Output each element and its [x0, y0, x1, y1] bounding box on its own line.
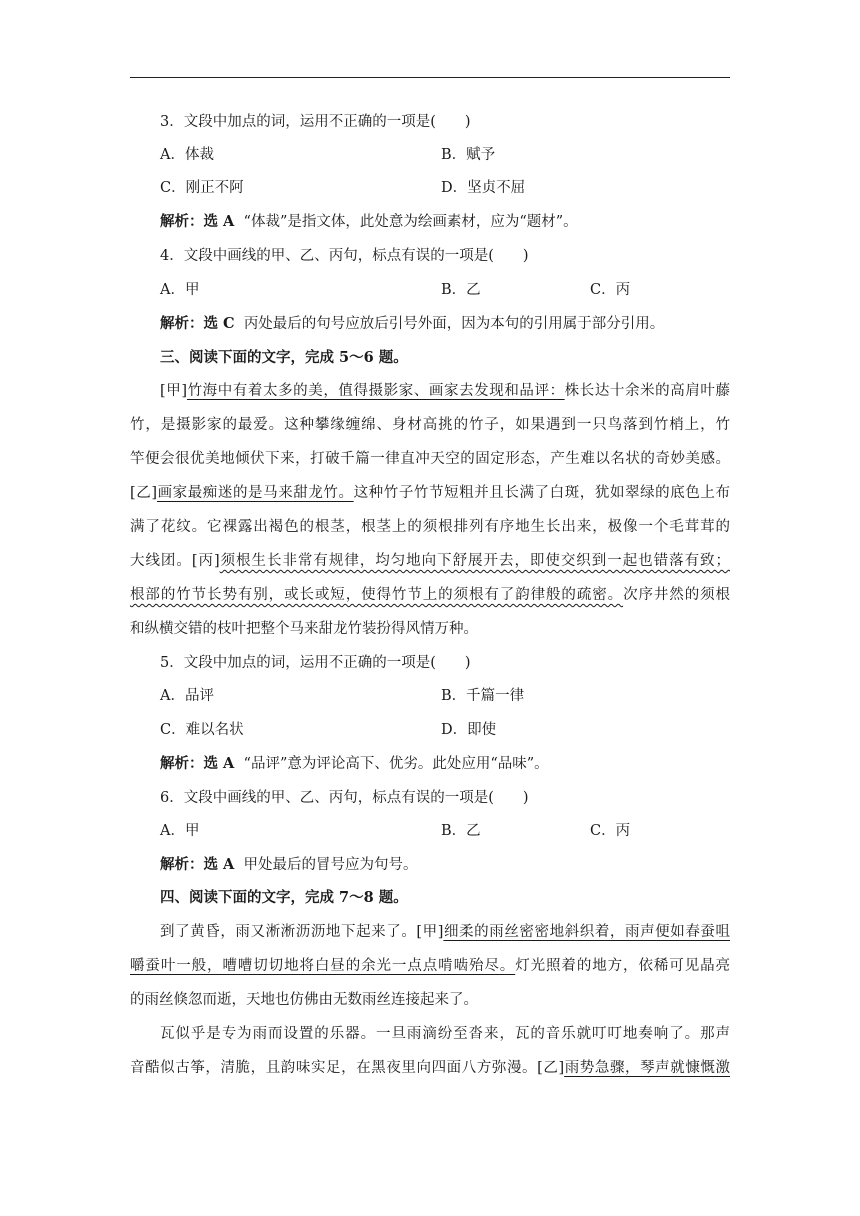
underlined-sentence-bing: 须根生长非常有规律，均匀地向下舒展开去，即使交织到一起也错落有致； [219, 553, 730, 569]
passage-2-line-3: 的雨丝倏忽而逝，天地也仿佛由无数雨丝连接起来了。 [130, 992, 478, 1008]
q6-option-b: B．乙 [441, 823, 481, 839]
answer-label: 解析：选 A [160, 856, 235, 873]
answer-text: “体裁”是指文体，此处意为绘画素材，应为“题材”。 [243, 214, 578, 230]
passage-1-line-7 [130, 585, 730, 605]
q6-option-c: C．丙 [590, 823, 631, 839]
underlined-sentence-jia: 竹海中有着太多的美，值得摄影家、画家去发现和品评： [186, 383, 565, 399]
passage-2-line-2 [130, 956, 730, 976]
passage-1-line-5: 满了花纹。它裸露出褐色的根茎，根茎上的须根排列有序地生长出来，极像一个毛茸茸的 [130, 519, 730, 535]
q5-stem: 5．文段中加点的词，运用不正确的一项是( ) [160, 655, 471, 671]
q3-option-d: D．坚贞不屈 [441, 180, 526, 196]
passage-1-line-3: 竿便会很优美地倾伏下来，打破千篇一律直冲天空的固定形态，产生难以名状的奇妙美感。 [130, 451, 730, 467]
answer-label: 解析：选 A [160, 213, 235, 230]
q6-answer [160, 855, 418, 875]
underlined-sentence-bing-cont: 根部的竹节长势有别，或长或短，使得竹节上的须根有了韵律般的疏密。 [130, 587, 624, 603]
q3-stem: 3．文段中加点的词，运用不正确的一项是( ) [160, 114, 471, 130]
q3-option-b: B．赋予 [441, 147, 496, 163]
q5-option-a: A．品评 [160, 688, 214, 704]
passage-text: 音酷似古筝，清脆，且韵味实足，在黑夜里向四面八方弥漫。 [130, 1060, 538, 1076]
sentence-tag-yi: [乙] [130, 485, 157, 501]
q6-stem: 6．文段中画线的甲、乙、丙句，标点有误的一项是( ) [160, 790, 529, 806]
answer-label: 解析：选 C [160, 315, 235, 332]
underlined-sentence-yi: 雨势急骤，琴声就慷慨激 [564, 1060, 730, 1076]
section-3-heading: 三、阅读下面的文字，完成 5～6 题。 [160, 349, 408, 366]
passage-text: 大线团。 [130, 553, 192, 569]
sentence-tag-jia: [甲] [416, 924, 444, 940]
passage-text: 株长达十余米的高肩叶藤 [564, 383, 730, 399]
q5-option-b: B．千篇一律 [441, 688, 525, 704]
q5-option-c: C．难以名状 [160, 722, 244, 738]
passage-1-line-8: 和纵横交错的枝叶把整个马来甜龙竹装扮得风情万种。 [130, 621, 478, 637]
passage-1-line-6 [130, 551, 730, 571]
q4-option-c: C．丙 [590, 282, 631, 298]
passage-2-line-5 [130, 1058, 730, 1078]
header-rule [130, 77, 730, 78]
q4-option-a: A．甲 [160, 282, 200, 298]
answer-text: 甲处最后的冒号应为句号。 [243, 857, 418, 873]
passage-2-line-4: 瓦似乎是专为雨而设置的乐器。一旦雨滴纷至沓来，瓦的音乐就叮叮地奏响了。那声 [160, 1026, 730, 1042]
q3-option-a: A．体裁 [160, 147, 214, 163]
q6-option-a: A．甲 [160, 823, 200, 839]
passage-text: 次序井然的须根 [623, 587, 731, 603]
passage-text: 灯光照着的地方，依稀可见晶亮 [515, 958, 731, 974]
q4-option-b: B．乙 [441, 282, 481, 298]
underlined-sentence-jia: 细柔的雨丝密密地斜织着，雨声便如春蚕咀 [443, 924, 730, 940]
passage-text: 到了黄昏，雨又淅淅沥沥地下起来了。 [160, 924, 417, 940]
passage-text: 这种竹子竹节短粗并且长满了白斑，犹如翠绿的底色上布 [353, 485, 730, 501]
q3-answer [160, 212, 578, 232]
underlined-sentence-jia-cont: 嚼蚕叶一般，嘈嘈切切地将白昼的余光一点点啃啮殆尽。 [130, 958, 516, 974]
q3-option-c: C．刚正不阿 [160, 180, 244, 196]
q4-stem: 4．文段中画线的甲、乙、丙句，标点有误的一项是( ) [160, 248, 529, 264]
section-4-heading: 四、阅读下面的文字，完成 7～8 题。 [160, 889, 408, 906]
passage-1-line-2: 竹，是摄影家的最爱。这种攀缘缠绵、身材高挑的竹子，如果遇到一只鸟落到竹梢上，竹 [130, 417, 730, 433]
sentence-tag-bing: [丙] [191, 553, 220, 569]
answer-text: 丙处最后的句号应放后引号外面，因为本句的引用属于部分引用。 [243, 316, 665, 332]
q5-answer [160, 754, 549, 774]
passage-2-line-1 [160, 922, 730, 942]
passage-1-line-4 [130, 483, 730, 503]
q4-answer [160, 314, 664, 334]
sentence-tag-yi: [乙] [537, 1060, 565, 1076]
passage-1-line-1 [160, 381, 730, 401]
answer-label: 解析：选 A [160, 755, 235, 772]
answer-text: “品评”意为评论高下、优劣。此处应用“品味”。 [243, 756, 549, 772]
q5-option-d: D．即使 [441, 722, 497, 738]
underlined-sentence-yi: 画家最痴迷的是马来甜龙竹。 [156, 485, 354, 501]
sentence-tag-jia: [甲] [160, 383, 187, 399]
